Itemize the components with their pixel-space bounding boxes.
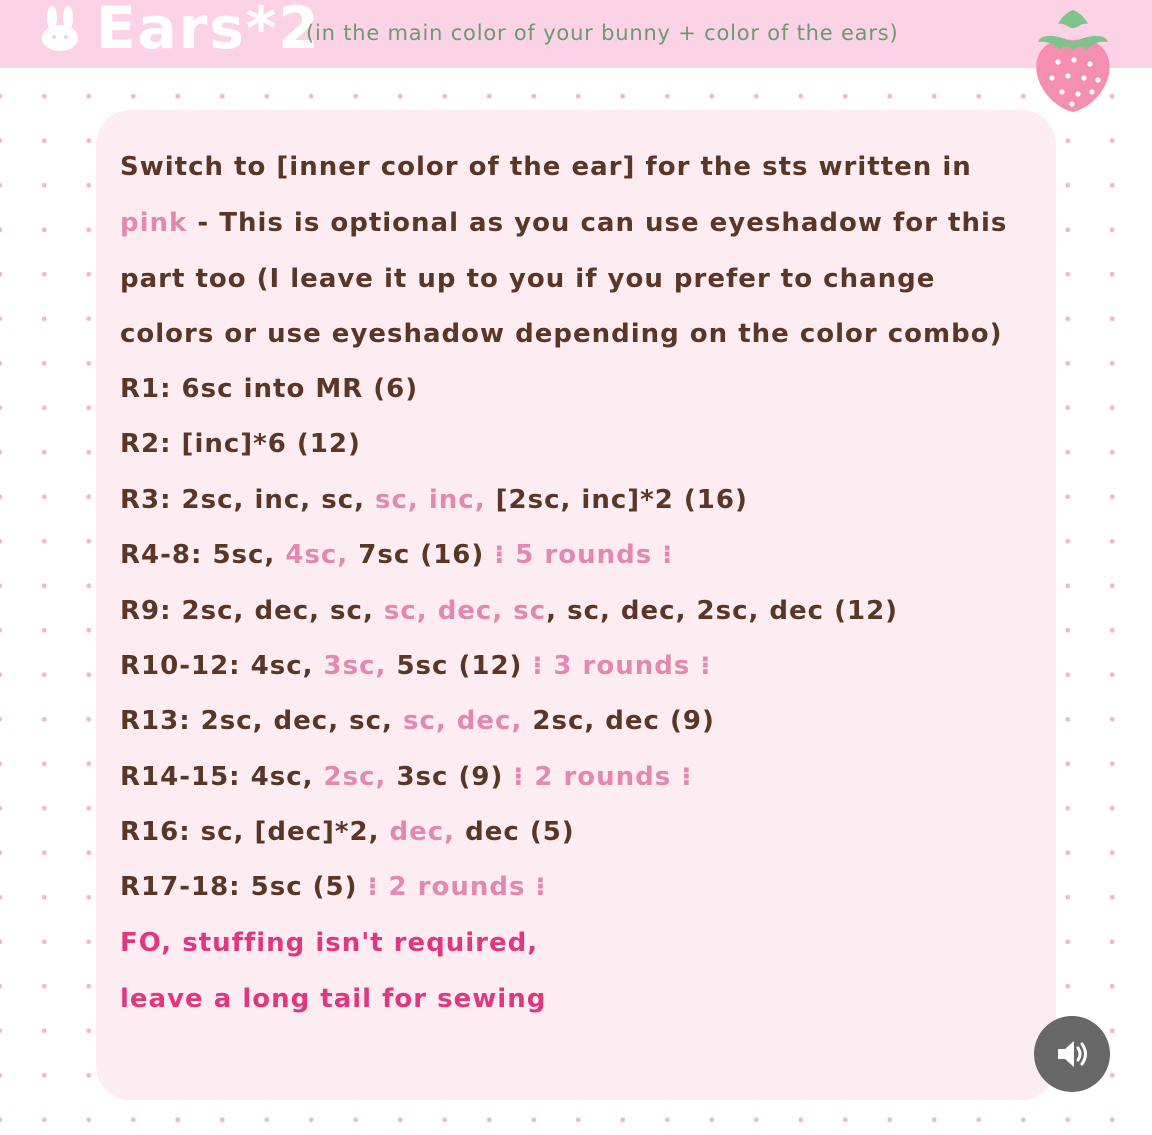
round-r14-15: R14-15: 4sc, 2sc, 3sc (9) ⁝ 2 rounds ⁝ [120, 762, 693, 792]
round-r16: R16: sc, [dec]*2, dec, dec (5) [120, 817, 575, 847]
round-r4-8: R4-8: 5sc, 4sc, 7sc (16) ⁝ 5 rounds ⁝ [120, 540, 674, 570]
intro-line-1: Switch to [inner color of the ear] for the sts written in [120, 152, 972, 182]
round-r2: R2: [inc]*6 (12) [120, 429, 361, 459]
round-r9: R9: 2sc, dec, sc, sc, dec, sc, sc, dec, 2sc, dec (12) [120, 596, 899, 626]
intro-line-4: colors or use eyeshadow depending on the color combo) [120, 319, 1003, 349]
strawberry-icon [1030, 6, 1116, 114]
intro-line-3: part too (I leave it up to you if you prefer to change [120, 264, 936, 294]
round-r1: R1: 6sc into MR (6) [120, 374, 419, 404]
page-subtitle: (in the main color of your bunny + color of the ears) [306, 21, 899, 45]
header-banner [0, 0, 1152, 68]
round-r3: R3: 2sc, inc, sc, sc, inc, [2sc, inc]*2 (16) [120, 485, 748, 515]
bunny-icon [40, 6, 80, 52]
finish-line-2: leave a long tail for sewing [120, 984, 547, 1014]
page-title: Ears*2 [96, 0, 321, 62]
finish-line-1: FO, stuffing isn't required, [120, 928, 539, 958]
intro-line-2: pink - This is optional as you can use eyeshadow for this [120, 208, 1008, 238]
round-r17-18: R17-18: 5sc (5) ⁝ 2 rounds ⁝ [120, 872, 547, 902]
speaker-icon [1054, 1036, 1090, 1072]
round-r10-12: R10-12: 4sc, 3sc, 5sc (12) ⁝ 3 rounds ⁝ [120, 651, 712, 681]
round-r13: R13: 2sc, dec, sc, sc, dec, 2sc, dec (9) [120, 706, 715, 736]
sound-toggle-button[interactable] [1034, 1016, 1110, 1092]
